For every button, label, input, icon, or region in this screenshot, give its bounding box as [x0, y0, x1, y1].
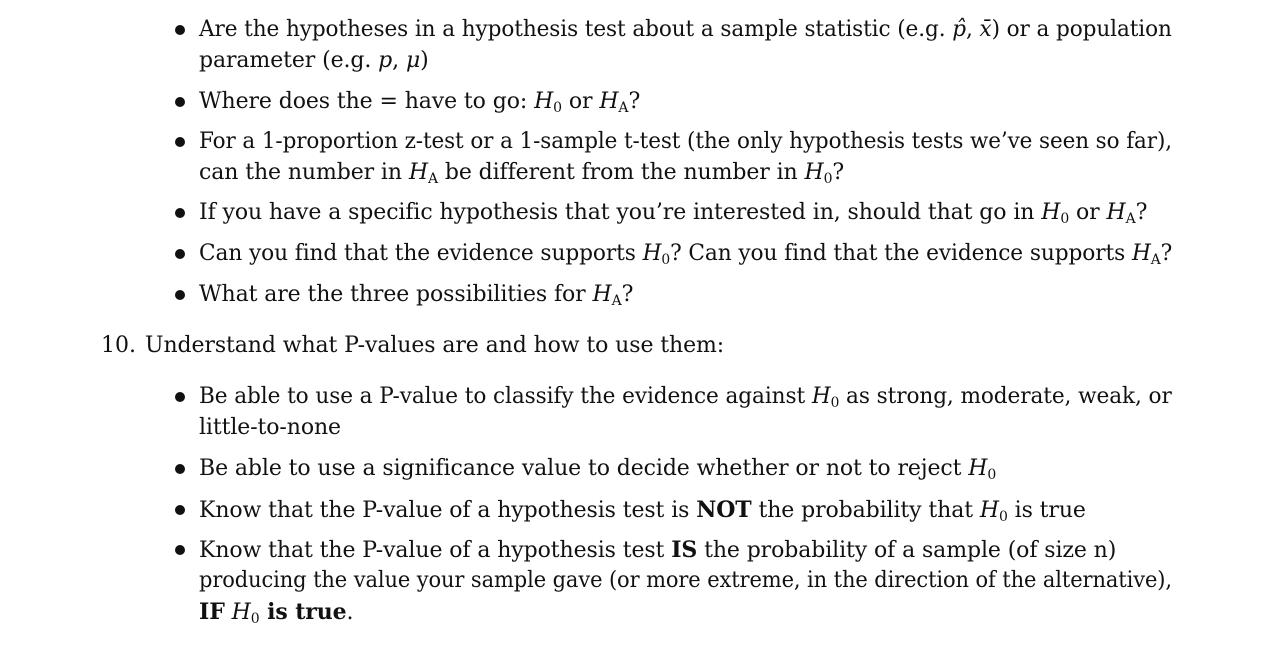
bullet-icon — [175, 25, 185, 35]
bullet-text-line: For a 1-proportion z-test or a 1-sample t-test (the only hypothesis tests we’ve seen so far), — [199, 129, 1172, 154]
bullet-text-line: Be able to use a significance value to decide whether or not to reject $H_0$ — [199, 456, 997, 483]
bullet-text-line: can the number in $H_A$ be different from the number in $H_0$? — [199, 160, 845, 187]
bullet-text-line: Can you find that the evidence supports $H_0$? Can you find that the evidence supports $H_A$? — [199, 241, 1173, 268]
bullet-icon — [175, 208, 185, 218]
bullet-text-line: parameter (e.g. p, μ) — [199, 48, 429, 73]
bullet-text-line: Where does the = have to go: $H_0$ or $H_A$? — [199, 89, 641, 116]
bullet-text-line: Know that the P-value of a hypothesis test IS the probability of a sample (of size n) — [199, 537, 1117, 563]
bullet-icon — [175, 290, 185, 300]
bullet-icon — [175, 249, 185, 259]
bullet-icon — [175, 505, 185, 515]
bullet-icon — [175, 464, 185, 474]
bullet-icon — [175, 137, 185, 147]
bullet-icon — [175, 545, 185, 555]
bullet-icon — [175, 392, 185, 402]
bullet-text-line: producing the value your sample gave (or more extreme, in the direction of the alternative), — [199, 568, 1172, 593]
list-item-number: 10. — [101, 333, 136, 358]
bullet-text-line: Are the hypotheses in a hypothesis test about a sample statistic (e.g. p̂, x̄) or a population — [199, 17, 1172, 42]
bullet-text-line: Be able to use a P-value to classify the evidence against $H_0$ as strong, moderate, weak, or — [199, 384, 1172, 411]
bullet-text-line: Know that the P-value of a hypothesis test is NOT the probability that $H_0$ is true — [199, 497, 1086, 525]
bullet-text-line: little-to-none — [199, 415, 341, 440]
bullet-text-line: If you have a specific hypothesis that you’re interested in, should that go in $H_0$ or $H_A$? — [199, 200, 1148, 227]
bullet-icon — [175, 97, 185, 107]
bullet-text-line: IF $H_0$ is true. — [199, 599, 354, 627]
bullet-text-line: What are the three possibilities for $H_A$? — [199, 282, 634, 309]
list-item-heading: Understand what P-values are and how to use them: — [145, 333, 725, 358]
